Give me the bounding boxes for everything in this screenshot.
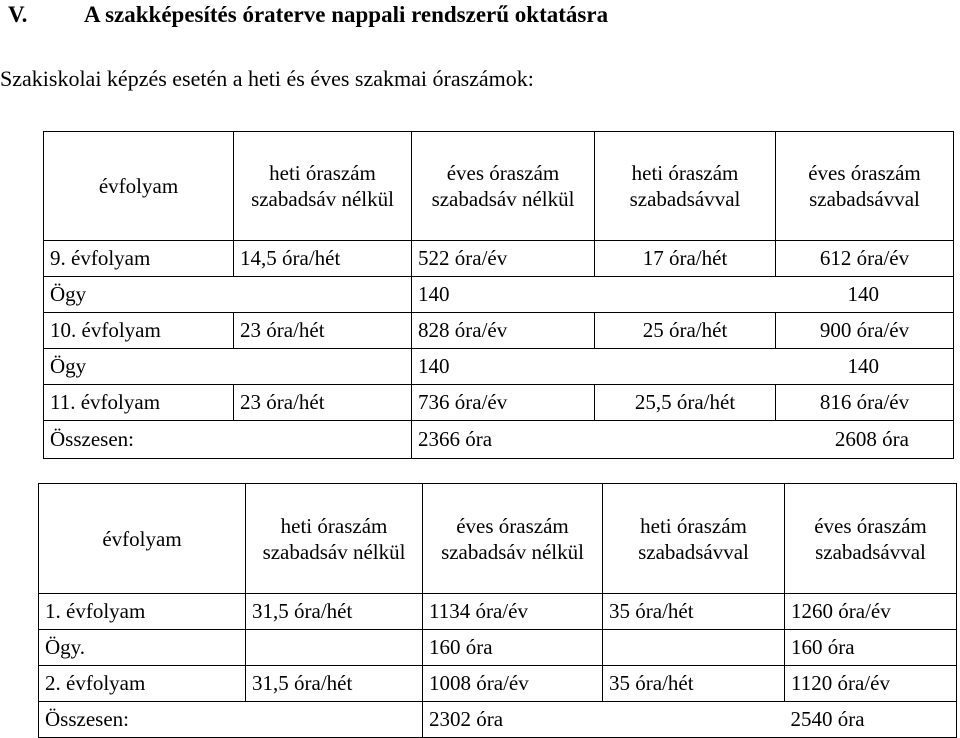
column-header: évfolyam: [39, 484, 246, 594]
table-cell: 160 óra: [423, 630, 603, 666]
table-cell: 2366 óra: [412, 421, 595, 459]
hours-table-secondary: [38, 483, 957, 738]
table-cell: 2540 óra: [785, 702, 957, 738]
table-cell: 11. évfolyam: [44, 385, 234, 421]
table-cell: [595, 421, 776, 459]
table-cell: [595, 349, 776, 385]
column-header: évfolyam: [44, 132, 234, 241]
table-cell: Összesen:: [44, 421, 234, 459]
section-number: V.: [8, 2, 28, 27]
column-header: éves óraszám szabadsáv nélkül: [423, 484, 603, 594]
table-cell: 35 óra/hét: [603, 666, 785, 702]
table-cell: 160 óra: [785, 630, 957, 666]
column-header: heti óraszám szabadsávval: [603, 484, 785, 594]
table-cell: 1134 óra/év: [423, 594, 603, 630]
table-row: [39, 630, 957, 666]
table-cell: 17 óra/hét: [595, 241, 776, 277]
table-cell: 1008 óra/év: [423, 666, 603, 702]
table-cell: 31,5 óra/hét: [246, 666, 423, 702]
table-cell: 35 óra/hét: [603, 594, 785, 630]
table-cell: [234, 277, 412, 313]
table-cell: 140: [776, 277, 954, 313]
table-cell: 31,5 óra/hét: [246, 594, 423, 630]
table-row: [39, 594, 957, 630]
table-cell: [234, 349, 412, 385]
table-cell: 1120 óra/év: [785, 666, 957, 702]
table-row: [44, 241, 954, 277]
table-row: [39, 666, 957, 702]
table-cell: [595, 277, 776, 313]
intro-text: Szakiskolai képzés esetén a heti és éves szakmai óraszámok:: [0, 66, 534, 91]
table-cell: 2608 óra: [776, 421, 954, 459]
table-row: [44, 313, 954, 349]
table-cell: 828 óra/év: [412, 313, 595, 349]
table-cell: 10. évfolyam: [44, 313, 234, 349]
table-cell: Ögy.: [39, 630, 246, 666]
column-header: éves óraszám szabadsávval: [776, 132, 954, 241]
table-total-row: [39, 702, 957, 738]
table-cell: 2302 óra: [423, 702, 603, 738]
table-cell: 140: [412, 277, 595, 313]
column-header: heti óraszám szabadsáv nélkül: [234, 132, 412, 241]
table-header-row: [44, 132, 954, 241]
section-title: A szakképesítés óraterve nappali rendszerű oktatásra: [84, 2, 609, 27]
table-cell: 1260 óra/év: [785, 594, 957, 630]
table-cell: 612 óra/év: [776, 241, 954, 277]
table-row: [44, 385, 954, 421]
table-cell: 1. évfolyam: [39, 594, 246, 630]
hours-table-vocational: [43, 131, 954, 459]
table-cell: Ögy: [44, 349, 234, 385]
table-cell: [603, 630, 785, 666]
table-cell: 14,5 óra/hét: [234, 241, 412, 277]
table-cell: [246, 630, 423, 666]
table-header-row: [39, 484, 957, 594]
table-cell: 2. évfolyam: [39, 666, 246, 702]
column-header: heti óraszám szabadsáv nélkül: [246, 484, 423, 594]
table-cell: 25,5 óra/hét: [595, 385, 776, 421]
table-cell: 900 óra/év: [776, 313, 954, 349]
table-cell: 140: [776, 349, 954, 385]
table-cell: 522 óra/év: [412, 241, 595, 277]
table-cell: 23 óra/hét: [234, 385, 412, 421]
section-heading: [8, 2, 608, 28]
table-row: [44, 277, 954, 313]
table-row: [44, 349, 954, 385]
table-cell: Ögy: [44, 277, 234, 313]
table-cell: [234, 421, 412, 459]
table-cell: [603, 702, 785, 738]
table-cell: 25 óra/hét: [595, 313, 776, 349]
column-header: heti óraszám szabadsávval: [595, 132, 776, 241]
table-total-row: [44, 421, 954, 459]
table-cell: 9. évfolyam: [44, 241, 234, 277]
table-cell: 140: [412, 349, 595, 385]
column-header: éves óraszám szabadsáv nélkül: [412, 132, 595, 241]
column-header: éves óraszám szabadsávval: [785, 484, 957, 594]
table-cell: [246, 702, 423, 738]
table-cell: Összesen:: [39, 702, 246, 738]
table-cell: 816 óra/év: [776, 385, 954, 421]
table-cell: 736 óra/év: [412, 385, 595, 421]
table-cell: 23 óra/hét: [234, 313, 412, 349]
